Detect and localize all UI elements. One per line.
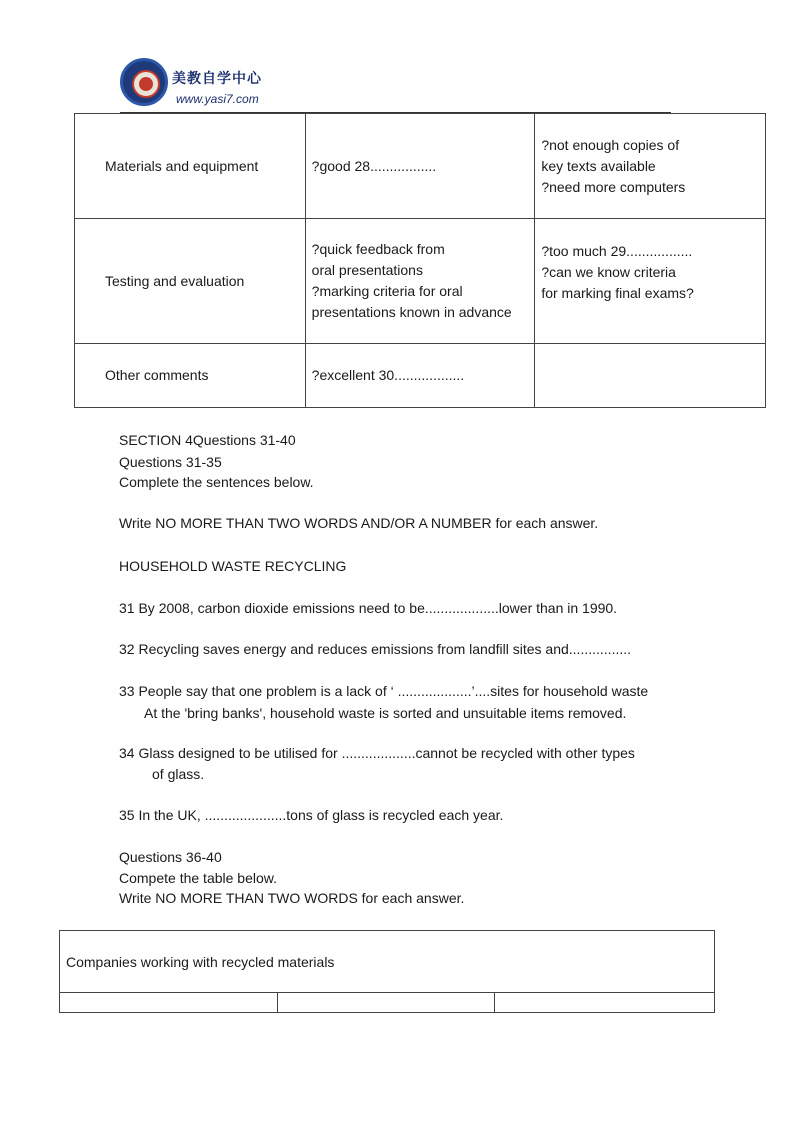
table-cell-negative: ?not enough copies of key texts available ?need more computers bbox=[535, 114, 766, 219]
question-33-note: At the 'bring banks', household waste is sorted and unsuitable items removed. bbox=[144, 705, 627, 721]
question-33: 33 People say that one problem is a lack of ‘ ...................’....sites for household waste bbox=[119, 683, 649, 699]
table-cell-negative bbox=[535, 344, 766, 408]
table-cell-category: Other comments bbox=[75, 344, 306, 408]
logo-url: www.yasi7.com bbox=[176, 92, 259, 106]
topic-heading: HOUSEHOLD WASTE RECYCLING bbox=[119, 558, 347, 574]
table-cell bbox=[277, 993, 495, 1013]
table-cell-negative: ?too much 29................. ?can we know criteria for marking final exams? bbox=[535, 219, 766, 344]
logo bbox=[120, 58, 272, 110]
logo-name: 美教自学中心 bbox=[172, 71, 262, 87]
section-title: SECTION 4Questions 31-40 bbox=[119, 432, 296, 448]
instruction-2: Compete the table below. bbox=[119, 870, 277, 886]
table-row bbox=[75, 344, 766, 408]
question-31: 31 By 2008, carbon dioxide emissions need to be...................lower than in 1990. bbox=[119, 600, 618, 616]
question-32: 32 Recycling saves energy and reduces emissions from landfill sites and................ bbox=[119, 641, 632, 657]
table-cell bbox=[495, 993, 715, 1013]
question-35: 35 In the UK, .....................tons of glass is recycled each year. bbox=[119, 807, 504, 823]
table-cell-positive: ?excellent 30.................. bbox=[305, 344, 535, 408]
logo-seal-icon bbox=[120, 58, 168, 106]
table-cell-positive: ?quick feedback from oral presentations ?marking criteria for oral presentations known in advance bbox=[305, 219, 535, 344]
table-row bbox=[75, 219, 766, 344]
table-row bbox=[60, 993, 715, 1013]
word-limit: Write NO MORE THAN TWO WORDS AND/OR A NUMBER for each answer. bbox=[119, 515, 599, 531]
questions-subheading-2: Questions 36-40 bbox=[119, 849, 222, 865]
feedback-table bbox=[74, 113, 766, 408]
table-row bbox=[75, 114, 766, 219]
table-row bbox=[60, 931, 715, 993]
table-cell-positive: ?good 28................. bbox=[305, 114, 535, 219]
word-limit-2: Write NO MORE THAN TWO WORDS for each answer. bbox=[119, 890, 465, 906]
questions-subheading: Questions 31-35 bbox=[119, 454, 222, 470]
table-cell bbox=[60, 993, 278, 1013]
question-34-continued: of glass. bbox=[152, 766, 205, 782]
companies-table bbox=[59, 930, 715, 1013]
question-34: 34 Glass designed to be utilised for ...................cannot be recycled with other types bbox=[119, 745, 635, 761]
table-cell-category: Materials and equipment bbox=[75, 114, 306, 219]
companies-table-header: Companies working with recycled materials bbox=[60, 931, 715, 993]
instruction: Complete the sentences below. bbox=[119, 474, 314, 490]
table-cell-category: Testing and evaluation bbox=[75, 219, 306, 344]
